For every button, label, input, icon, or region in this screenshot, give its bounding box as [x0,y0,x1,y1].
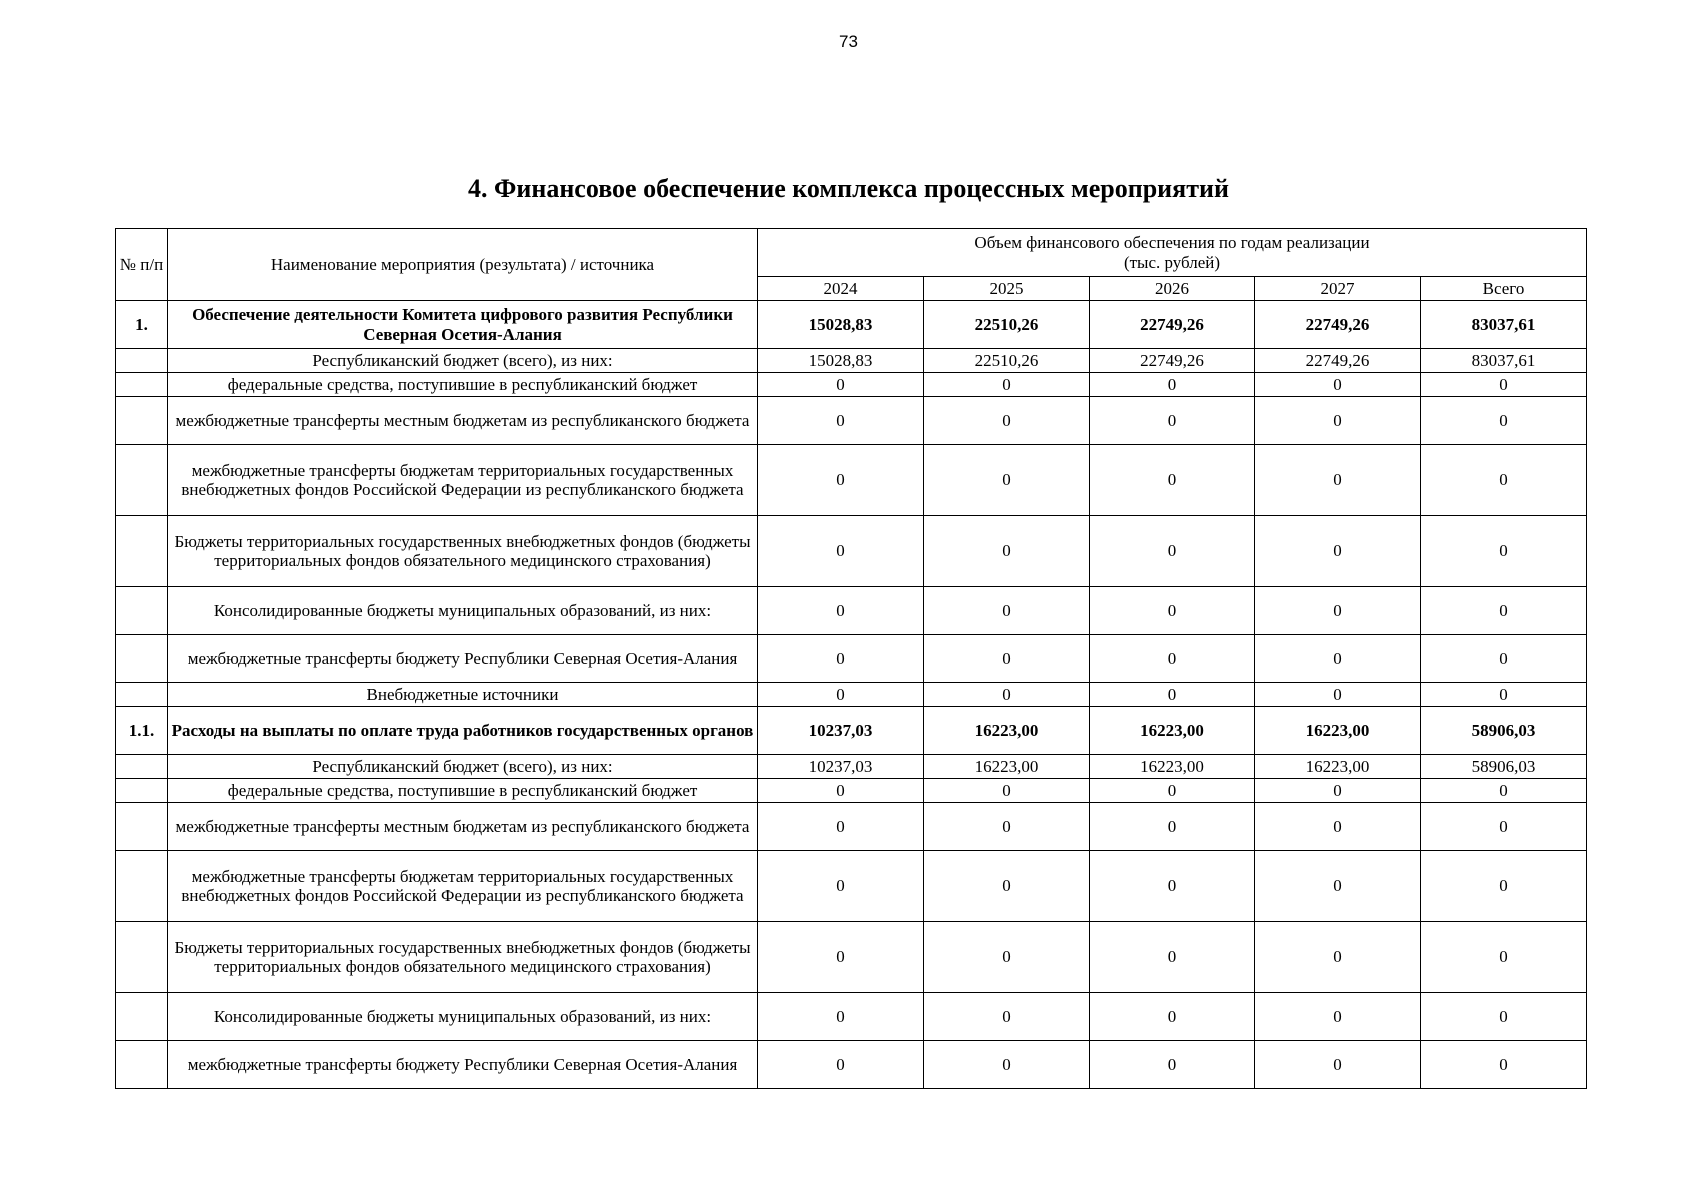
row-year-value: 0 [1090,683,1255,707]
row-total-value: 58906,03 [1421,707,1587,755]
row-number [116,683,168,707]
row-number [116,445,168,516]
header-year: 2024 [758,277,924,301]
row-name: межбюджетные трансферты бюджету Республики Северная Осетия-Алания [168,1041,758,1089]
row-total-value: 0 [1421,397,1587,445]
row-year-value: 0 [758,993,924,1041]
table-row [116,397,1587,445]
row-name: Консолидированные бюджеты муниципальных образований, из них: [168,587,758,635]
row-name: Республиканский бюджет (всего), из них: [168,755,758,779]
row-name: межбюджетные трансферты бюджетам территориальных государственных внебюджетных фондов Российской Федерации из республиканского бюджета [168,851,758,922]
row-number: 1.1. [116,707,168,755]
row-year-value: 0 [758,397,924,445]
table-row [116,301,1587,349]
row-year-value: 0 [1255,445,1421,516]
row-year-value: 0 [1090,851,1255,922]
row-year-value: 0 [1255,993,1421,1041]
row-year-value: 16223,00 [1090,755,1255,779]
row-year-value: 22749,26 [1090,349,1255,373]
row-year-value: 15028,83 [758,301,924,349]
row-name: Бюджеты территориальных государственных внебюджетных фондов (бюджеты территориальных фондов обязательного медицинского страхования) [168,922,758,993]
table-row [116,587,1587,635]
row-number [116,587,168,635]
row-year-value: 10237,03 [758,707,924,755]
table-row [116,516,1587,587]
header-year: 2027 [1255,277,1421,301]
row-year-value: 0 [1090,397,1255,445]
row-year-value: 0 [924,779,1090,803]
table-row [116,349,1587,373]
page-title: 4. Финансовое обеспечение комплекса процессных мероприятий [468,174,1229,203]
row-year-value: 10237,03 [758,755,924,779]
row-year-value: 0 [758,516,924,587]
row-year-value: 0 [758,635,924,683]
row-number [116,779,168,803]
row-year-value: 0 [1090,922,1255,993]
row-total-value: 83037,61 [1421,349,1587,373]
row-name: федеральные средства, поступившие в республиканский бюджет [168,779,758,803]
row-total-value: 0 [1421,635,1587,683]
row-year-value: 0 [1090,587,1255,635]
row-year-value: 0 [758,445,924,516]
table-row [116,373,1587,397]
row-year-value: 0 [924,516,1090,587]
row-year-value: 0 [924,397,1090,445]
row-year-value: 0 [1090,445,1255,516]
page-number: 73 [839,32,858,51]
table-row [116,803,1587,851]
row-year-value: 0 [1090,1041,1255,1089]
row-year-value: 16223,00 [1255,755,1421,779]
row-year-value: 16223,00 [1090,707,1255,755]
row-total-value: 0 [1421,1041,1587,1089]
row-name: Консолидированные бюджеты муниципальных образований, из них: [168,993,758,1041]
row-name: Республиканский бюджет (всего), из них: [168,349,758,373]
row-year-value: 0 [1090,373,1255,397]
row-year-value: 0 [1255,803,1421,851]
row-total-value: 0 [1421,445,1587,516]
header-name: Наименование мероприятия (результата) / источника [168,229,758,301]
row-year-value: 0 [924,445,1090,516]
row-number [116,922,168,993]
row-year-value: 16223,00 [1255,707,1421,755]
row-year-value: 16223,00 [924,707,1090,755]
row-total-value: 0 [1421,851,1587,922]
row-year-value: 0 [924,373,1090,397]
row-number [116,349,168,373]
row-year-value: 0 [1255,851,1421,922]
table-row [116,707,1587,755]
row-total-value: 0 [1421,683,1587,707]
row-name: Расходы на выплаты по оплате труда работников государственных органов [168,707,758,755]
row-year-value: 0 [758,851,924,922]
header-total: Всего [1421,277,1587,301]
row-year-value: 0 [924,635,1090,683]
table-row [116,445,1587,516]
row-year-value: 22749,26 [1090,301,1255,349]
row-year-value: 0 [1255,373,1421,397]
row-year-value: 0 [924,851,1090,922]
row-year-value: 0 [924,1041,1090,1089]
financing-table [115,228,1587,1089]
row-total-value: 83037,61 [1421,301,1587,349]
row-number [116,993,168,1041]
row-number: 1. [116,301,168,349]
table-row [116,922,1587,993]
row-year-value: 0 [1255,516,1421,587]
row-name: межбюджетные трансферты бюджету Республики Северная Осетия-Алания [168,635,758,683]
row-year-value: 0 [924,683,1090,707]
header-num: № п/п [116,229,168,301]
header-year: 2026 [1090,277,1255,301]
row-year-value: 0 [1090,635,1255,683]
table-row [116,851,1587,922]
row-year-value: 0 [1255,683,1421,707]
table-row [116,683,1587,707]
row-year-value: 0 [1090,993,1255,1041]
row-year-value: 0 [758,779,924,803]
row-total-value: 0 [1421,803,1587,851]
row-number [116,635,168,683]
row-year-value: 0 [758,1041,924,1089]
row-name: межбюджетные трансферты местным бюджетам из республиканского бюджета [168,397,758,445]
row-year-value: 0 [924,993,1090,1041]
row-name: межбюджетные трансферты бюджетам территориальных государственных внебюджетных фондов Российской Федерации из республиканского бюджета [168,445,758,516]
table-body [116,301,1587,1089]
table-row [116,635,1587,683]
row-name: Внебюджетные источники [168,683,758,707]
row-number [116,397,168,445]
row-year-value: 0 [1255,922,1421,993]
row-year-value: 22510,26 [924,301,1090,349]
table-row [116,755,1587,779]
row-number [116,1041,168,1089]
row-year-value: 0 [758,587,924,635]
row-year-value: 0 [1090,779,1255,803]
row-year-value: 0 [1255,635,1421,683]
row-year-value: 0 [1255,779,1421,803]
row-number [116,755,168,779]
row-year-value: 22749,26 [1255,349,1421,373]
row-name: федеральные средства, поступившие в республиканский бюджет [168,373,758,397]
table-row [116,779,1587,803]
header-year: 2025 [924,277,1090,301]
row-name: межбюджетные трансферты местным бюджетам из республиканского бюджета [168,803,758,851]
row-number [116,803,168,851]
row-year-value: 16223,00 [924,755,1090,779]
row-year-value: 15028,83 [758,349,924,373]
row-year-value: 0 [1090,803,1255,851]
row-year-value: 0 [1090,516,1255,587]
row-year-value: 0 [1255,397,1421,445]
table-row [116,1041,1587,1089]
row-number [116,851,168,922]
row-year-value: 0 [924,922,1090,993]
row-total-value: 0 [1421,373,1587,397]
header-volume-line2: (тыс. рублей) [1123,252,1221,272]
row-number [116,373,168,397]
row-total-value: 0 [1421,922,1587,993]
row-name: Обеспечение деятельности Комитета цифрового развития Республики Северная Осетия-Алания [168,301,758,349]
row-year-value: 0 [758,683,924,707]
header-volume-line1: Объем финансового обеспечения по годам реализации [974,233,1370,253]
row-year-value: 0 [758,373,924,397]
row-year-value: 0 [1255,587,1421,635]
row-total-value: 0 [1421,516,1587,587]
header-volume [758,229,1587,277]
row-year-value: 0 [924,587,1090,635]
row-year-value: 0 [758,803,924,851]
row-total-value: 0 [1421,587,1587,635]
row-name: Бюджеты территориальных государственных внебюджетных фондов (бюджеты территориальных фондов обязательного медицинского страхования) [168,516,758,587]
row-total-value: 0 [1421,993,1587,1041]
row-year-value: 0 [1255,1041,1421,1089]
row-year-value: 22510,26 [924,349,1090,373]
table-row [116,993,1587,1041]
row-year-value: 0 [758,922,924,993]
row-year-value: 22749,26 [1255,301,1421,349]
row-total-value: 0 [1421,779,1587,803]
row-total-value: 58906,03 [1421,755,1587,779]
row-year-value: 0 [924,803,1090,851]
row-number [116,516,168,587]
